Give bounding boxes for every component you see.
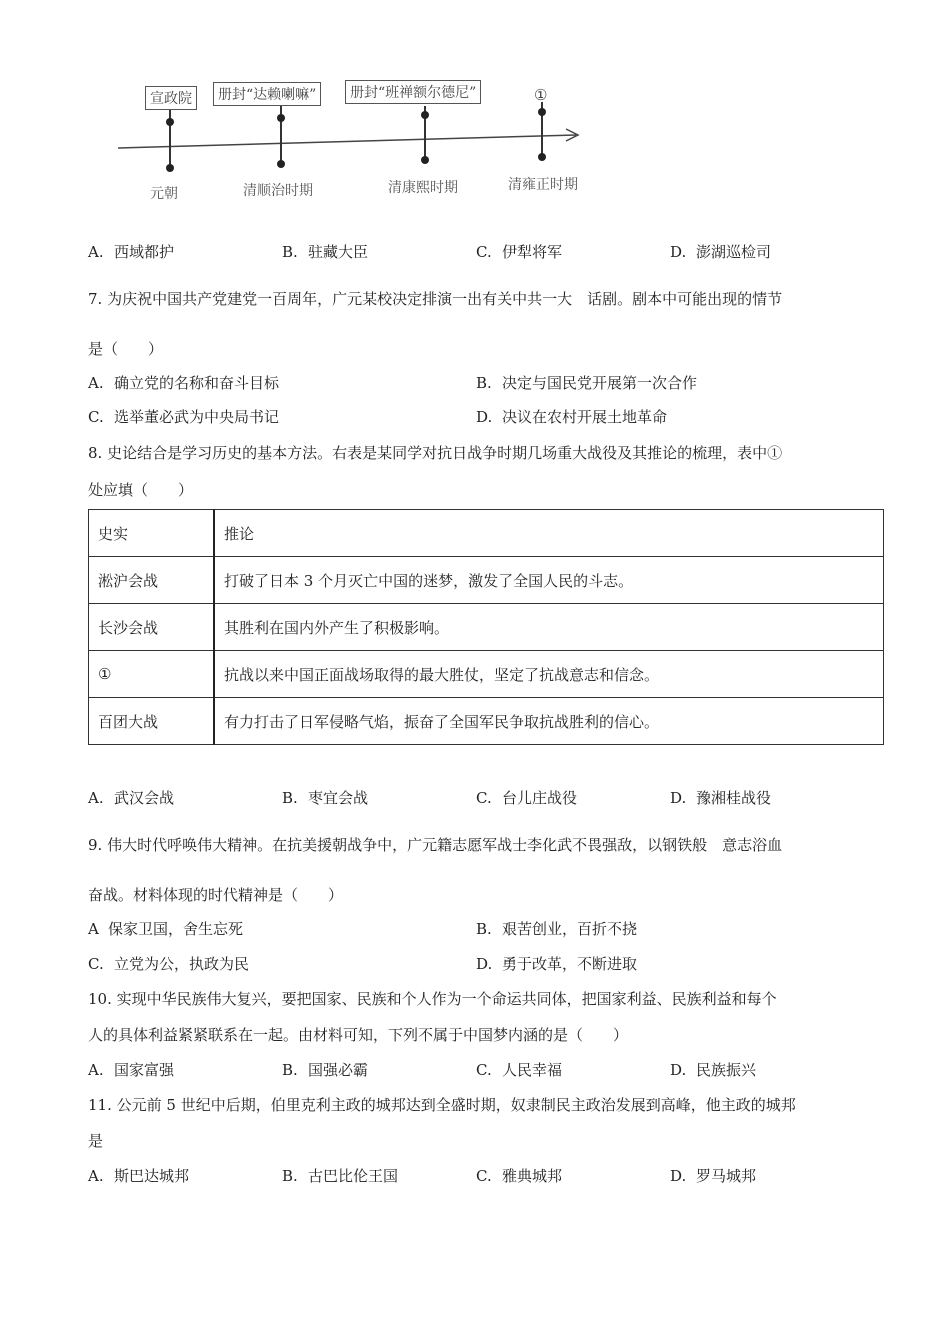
q10-stem-line1: 10. 实现中华民族伟大复兴，要把国家、民族和个人作为一个命运共同体，把国家利益、民族利益和每个 (88, 990, 777, 1008)
q6-option-d: D. 澎湖巡检司 (670, 243, 772, 261)
table-cell: 百团大战 (89, 698, 215, 745)
q11-option-a: A. 斯巴达城邦 (88, 1167, 190, 1185)
table-cell: 其胜利在国内外产生了积极影响。 (214, 604, 884, 651)
q7-option-c: C. 选举董必武为中央局书记 (88, 408, 280, 426)
q11-option-d: D. 罗马城邦 (670, 1167, 757, 1185)
q11-stem-line1: 11. 公元前 5 世纪中后期，伯里克利主政的城邦达到全盛时期，奴隶制民主政治发展到高峰，他主政的城邦 (88, 1096, 796, 1114)
q8-option-d: D. 豫湘桂战役 (670, 789, 772, 807)
table-row (89, 557, 884, 604)
q6-option-b: B. 驻藏大臣 (282, 243, 369, 261)
table-row (89, 651, 884, 698)
table-cell: 打破了日本 3 个月灭亡中国的迷梦，激发了全国人民的斗志。 (214, 557, 884, 604)
q10-option-a: A. 国家富强 (88, 1061, 175, 1079)
q7-stem-line1: 7. 为庆祝中国共产党建党一百周年，广元某校决定排演一出有关中共一大 话剧。剧本中可能出现的情节 (88, 290, 783, 308)
q10-option-b: B. 国强必霸 (282, 1061, 369, 1079)
table-cell: 长沙会战 (89, 604, 215, 651)
table-cell: 抗战以来中国正面战场取得的最大胜仗，坚定了抗战意志和信念。 (214, 651, 884, 698)
timeline-box-2: 册封“达赖喇嘛” (213, 82, 321, 106)
q7-option-d: D. 决议在农村开展土地革命 (476, 408, 668, 426)
timeline-box-1: 宣政院 (145, 86, 197, 110)
timeline-period-2: 清顺治时期 (243, 183, 313, 199)
table-header-row (89, 510, 884, 557)
q7-stem-line2: 是（ ） (88, 340, 164, 358)
table-cell: 有力打击了日军侵略气焰，振奋了全国军民争取抗战胜利的信心。 (214, 698, 884, 745)
q11-stem-line2: 是 (88, 1132, 104, 1150)
timeline-period-4: 清雍正时期 (508, 177, 578, 193)
timeline-period-3: 清康熙时期 (388, 180, 458, 196)
q11-option-c: C. 雅典城邦 (476, 1167, 563, 1185)
table-cell: ① (89, 651, 215, 698)
timeline-marker: ① (534, 86, 548, 104)
q8-table (88, 509, 884, 745)
q8-stem-line2: 处应填（ ） (88, 481, 194, 499)
timeline-period-1: 元朝 (150, 186, 178, 202)
q8-stem-line1: 8. 史论结合是学习历史的基本方法。右表是某同学对抗日战争时期几场重大战役及其推论的梳理，表中① (88, 444, 783, 462)
q9-option-a: A 保家卫国，舍生忘死 (88, 920, 244, 938)
q7-option-b: B. 决定与国民党开展第一次合作 (476, 374, 698, 392)
q10-option-c: C. 人民幸福 (476, 1061, 563, 1079)
timeline-box-3: 册封“班禅额尔德尼” (345, 80, 481, 104)
q9-stem-line1: 9. 伟大时代呼唤伟大精神。在抗美援朝战争中，广元籍志愿军战士李化武不畏强敌，以钢铁般 意志浴血 (88, 836, 783, 854)
q8-option-c: C. 台儿庄战役 (476, 789, 578, 807)
q9-option-c: C. 立党为公，执政为民 (88, 955, 250, 973)
q9-option-b: B. 艰苦创业，百折不挠 (476, 920, 638, 938)
q6-option-a: A. 西域都护 (88, 243, 175, 261)
q7-option-a: A. 确立党的名称和奋斗目标 (88, 374, 280, 392)
q8-option-b: B. 枣宜会战 (282, 789, 369, 807)
q10-stem-line2: 人的具体利益紧紧联系在一起。由材料可知，下列不属于中国梦内涵的是（ ） (88, 1026, 629, 1044)
q9-option-d: D. 勇于改革，不断进取 (476, 955, 638, 973)
table-row (89, 604, 884, 651)
table-cell: 淞沪会战 (89, 557, 215, 604)
q10-option-d: D. 民族振兴 (670, 1061, 757, 1079)
q8-option-a: A. 武汉会战 (88, 789, 175, 807)
q11-option-b: B. 古巴比伦王国 (282, 1167, 399, 1185)
table-row (89, 698, 884, 745)
q9-stem-line2: 奋战。材料体现的时代精神是（ ） (88, 886, 344, 904)
q6-option-c: C. 伊犁将军 (476, 243, 563, 261)
table-header-cell: 史实 (89, 510, 215, 557)
table-header-cell: 推论 (214, 510, 884, 557)
